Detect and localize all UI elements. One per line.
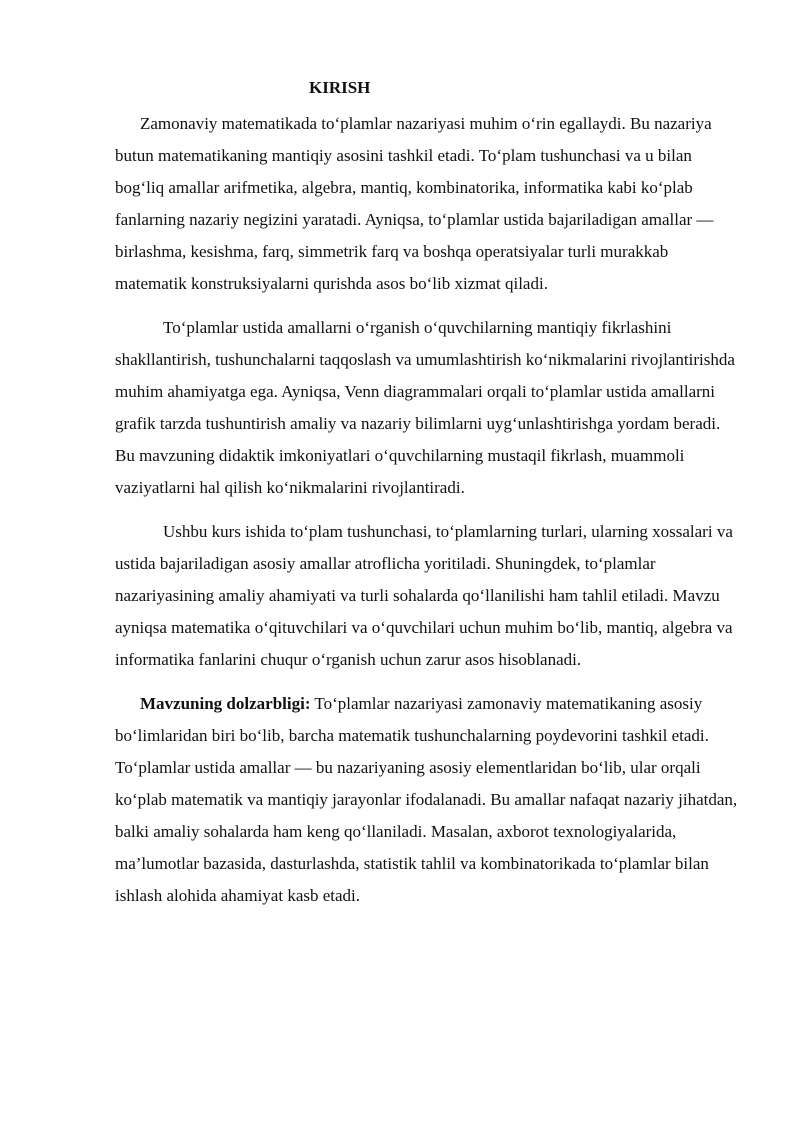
document-page bbox=[115, 74, 743, 912]
relevance-paragraph bbox=[115, 688, 743, 912]
relevance-text: To‘plamlar nazariyasi zamonaviy matematikaning asosiy bo‘limlaridan biri bo‘lib, barcha matematik tushunchalarning poydevorini tashkil etadi. To‘plamlar ustida amallar — bu nazariyaning asosiy elementlaridan bo‘lib, ular orqali ko‘plab matematik va mantiqiy jarayonlar ifodalanadi. Bu amallar nafaqat nazariy jihatdan, balki amaliy sohalarda ham keng qo‘llaniladi. Masalan, axborot texnologiyalarida, ma’lumotlar bazasida, dasturlashda, statistik tahlil va kombinatorikada to‘plamlar bilan ishlash alohida ahamiyat kasb etadi. bbox=[115, 694, 738, 905]
intro-paragraph-2: To‘plamlar ustida amallarni o‘rganish o‘quvchilarning mantiqiy fikrlashini shakllantirish, tushunchalarni taqqoslash va umumlashtirish ko‘nikmalarini rivojlantirishda muhim ahamiyatga ega. Ayniqsa, Venn diagrammalari orqali to‘plamlar ustida amallarni grafik tarzda tushuntirish amaliy va nazariy bilimlarni uyg‘unlashtirishga yordam beradi. Bu mavzuning didaktik imkoniyatlari o‘quvchilarning mustaqil fikrlash, muammoli vaziyatlarni hal qilish ko‘nikmalarini rivojlantiradi. bbox=[115, 318, 735, 497]
intro-paragraph-1: Zamonaviy matematikada to‘plamlar nazariyasi muhim o‘rin egallaydi. Bu nazariya butun matematikaning mantiqiy asosini tashkil etadi. To‘plam tushunchasi va u bilan bog‘liq amallar arifmetika, algebra, mantiq, kombinatorika, informatika kabi ko‘plab fanlarning nazariy negizini yaratadi. Ayniqsa, to‘plamlar ustida bajariladigan amallar — birlashma, kesishma, farq, simmetrik farq va boshqa operatsiyalar turli murakkab matematik konstruksiyalarni qurishda asos bo‘lib xizmat qiladi. bbox=[115, 114, 714, 293]
relevance-label: Mavzuning dolzarbligi: bbox=[140, 694, 311, 713]
intro-paragraph-3: Ushbu kurs ishida to‘plam tushunchasi, to‘plamlarning turlari, ularning xossalari va ustida bajariladigan asosiy amallar atroflicha yoritiladi. Shuningdek, to‘plamlar nazariyasining amaliy ahamiyati va turli sohalarda qo‘llanilishi ham tahlil etiladi. Mavzu ayniqsa matematika o‘qituvchilari va o‘quvchilari uchun muhim bo‘lib, mantiq, algebra va informatika fanlarini chuqur o‘rganish uchun zarur asos hisoblanadi. bbox=[115, 522, 733, 669]
page-title: KIRISH bbox=[309, 78, 371, 97]
